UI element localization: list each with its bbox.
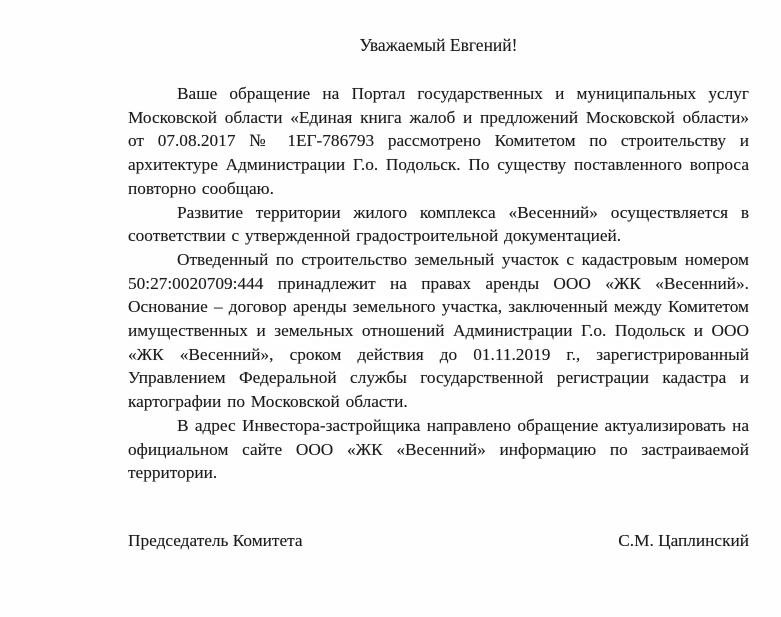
letter-content [128, 33, 749, 553]
paragraph-territory-development: Развитие территории жилого комплекса «Весенний» осуществляется в соответствии с утвержденной градостроительной документацией. [128, 202, 749, 246]
signature-block [128, 529, 749, 553]
paragraph-land-plot-lease: Отведенный по строительство земельный участок с кадастровым номером 50:27:0020709:444 принадлежит на правах аренды ООО «ЖК «Весенний». Основание – договор аренды земельного участка, заключенный между Комитетом имущественных и земельных отношений Администрации Г.о. Подольск и ООО «ЖК «Весенний», сроком действия до 01.11.2019 г., зарегистрированный Управлением Федеральной службы государственной регистрации кадастра и картографии по Московской области. [128, 249, 749, 412]
salutation: Уважаемый Евгений! [359, 35, 518, 55]
signature-position: Председатель Комитета [128, 530, 303, 550]
paragraph-appeal-reviewed: Ваше обращение на Портал государственных и муниципальных услуг Московской области «Единая книга жалоб и предложений Московской области» от 07.08.2017 № 1ЕГ-786793 рассмотрено Комитетом по строительству и архитектуре Администрации Г.о. Подольск. По существу поставленного вопроса повторно сообщаю. [128, 84, 749, 198]
signature-name: С.М. Цаплинский [618, 530, 749, 550]
paragraph-investor-notice: В адрес Инвестора-застройщика направлено обращение актуализировать на официальном сайте ООО «ЖК «Весенний» информацию по застраиваемой территории. [128, 415, 749, 483]
